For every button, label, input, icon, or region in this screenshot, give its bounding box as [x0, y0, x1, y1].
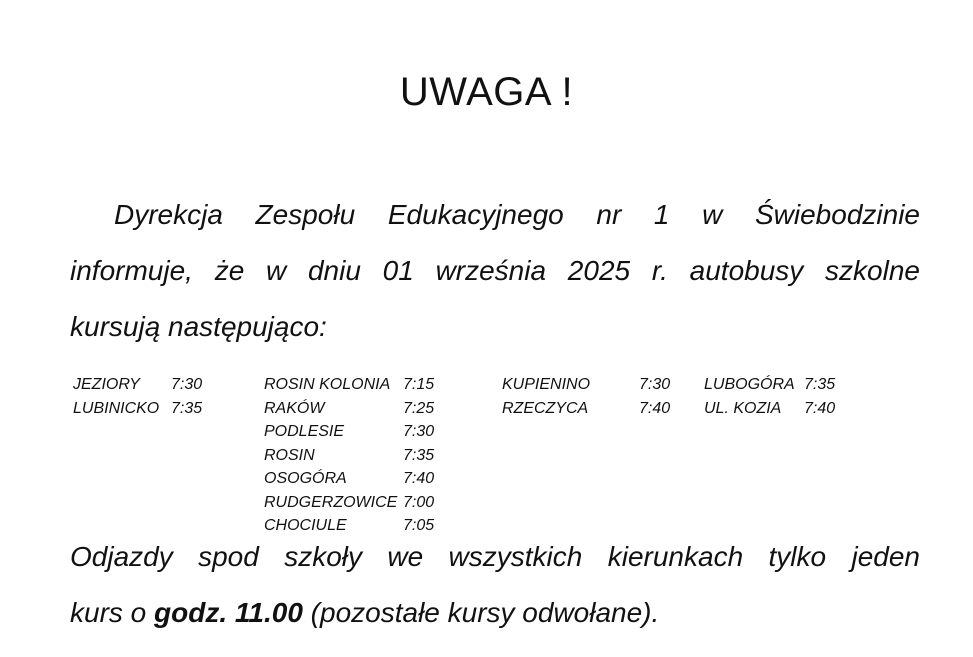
departure-time: 7:25 — [403, 399, 435, 417]
departure-time: 7:00 — [403, 493, 435, 511]
departure-time: 7:15 — [403, 376, 435, 393]
schedule-row — [264, 373, 434, 397]
departure-time: 7:30 — [639, 376, 671, 393]
place-name: KUPIENINO — [502, 376, 591, 393]
departure-time: 7:35 — [171, 399, 203, 417]
place-name: RZECZYCA — [502, 399, 589, 417]
schedule-row — [704, 397, 835, 421]
schedule-row — [502, 373, 670, 397]
outro-line-1: Odjazdy spod szkoły we wszystkich kierunkach tylko jeden — [70, 541, 920, 572]
departure-time: 7:40 — [403, 470, 435, 487]
place-name: RAKÓW — [264, 399, 325, 417]
place-name: PODLESIE — [264, 423, 345, 440]
schedule-row — [73, 397, 202, 421]
place-name: RUDGERZOWICE — [264, 493, 398, 511]
intro-line-3: kursują następująco: — [70, 311, 327, 342]
schedule-row — [704, 373, 835, 397]
schedule-row — [264, 397, 434, 421]
schedule-row — [264, 491, 434, 515]
outro-text-pre: kurs o — [70, 597, 155, 628]
departure-time: 7:35 — [804, 376, 836, 393]
place-name: ROSIN — [264, 446, 315, 464]
schedule-row — [264, 467, 434, 491]
schedule-row — [264, 420, 434, 444]
departure-time: 7:40 — [804, 399, 836, 417]
place-name: LUBOGÓRA — [704, 376, 795, 393]
schedule-column-2 — [264, 373, 434, 538]
schedule-row — [264, 444, 434, 468]
schedule-column-4 — [704, 373, 835, 420]
schedule-row — [73, 373, 202, 397]
departure-time: 7:30 — [171, 376, 203, 393]
intro-line-2: informuje, że w dniu 01 września 2025 r. autobusy szkolne — [70, 255, 920, 286]
place-name: OSOGÓRA — [264, 470, 347, 487]
place-name: LUBINICKO — [73, 399, 160, 417]
intro-line-1: Dyrekcja Zespołu Edukacyjnego nr 1 w Świebodzinie — [114, 199, 920, 230]
outro-line-2 — [70, 585, 920, 641]
departure-time: 7:35 — [403, 446, 435, 464]
outro-paragraph — [70, 529, 920, 641]
departure-time: 7:05 — [403, 517, 435, 534]
departure-hour: godz. 11.00 — [154, 597, 303, 628]
place-name: CHOCIULE — [264, 517, 347, 534]
place-name: JEZIORY — [73, 376, 140, 393]
intro-paragraph — [70, 187, 920, 355]
place-name: ROSIN KOLONIA — [264, 376, 391, 393]
departure-time: 7:40 — [639, 399, 671, 417]
notice-title: UWAGA ! — [399, 70, 574, 114]
schedule-column-1 — [73, 373, 202, 420]
outro-text-post: (pozostałe kursy odwołane). — [302, 597, 660, 628]
schedule-row — [502, 397, 670, 421]
departure-time: 7:30 — [403, 423, 435, 440]
schedule-column-3 — [502, 373, 670, 420]
place-name: UL. KOZIA — [704, 399, 782, 417]
